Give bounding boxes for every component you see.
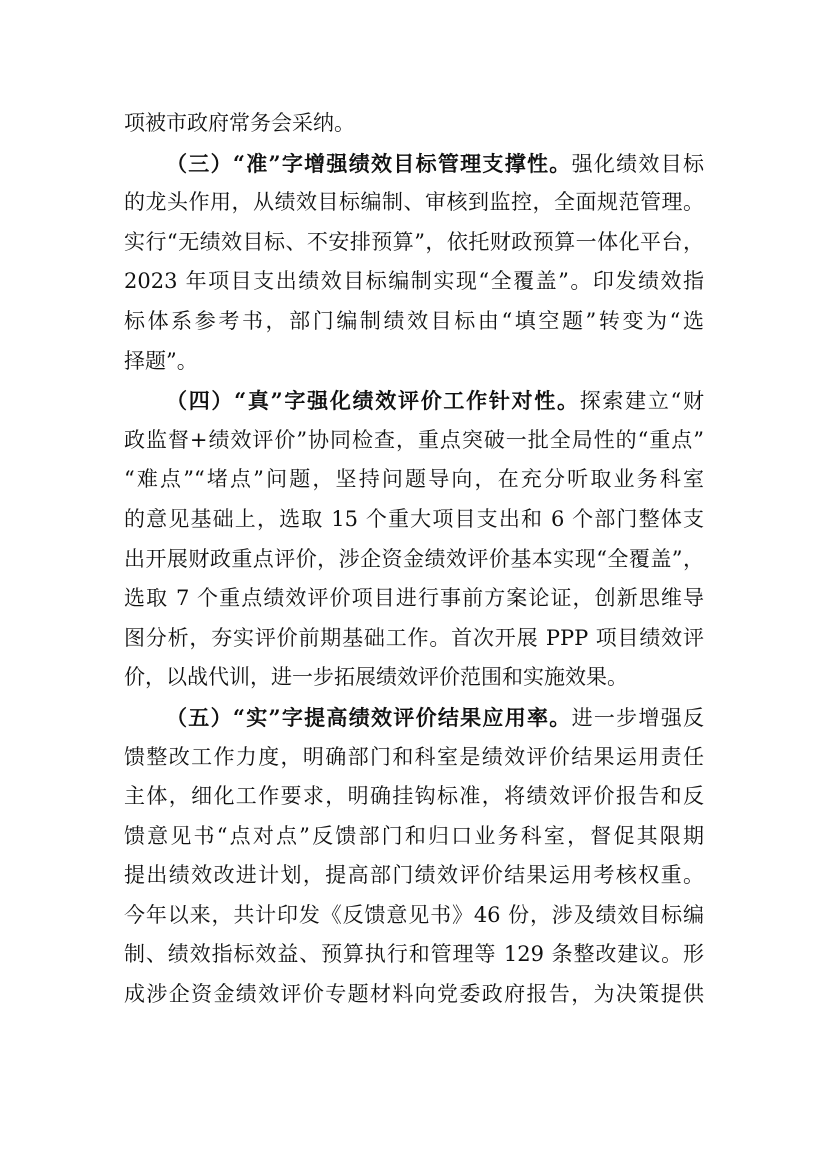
paragraph-line: 选取 7 个重点绩效评价项目进行事前方案论证，创新思维导 xyxy=(124,586,704,611)
paragraph-line: 馈意见书“点对点”反馈部门和归口业务科室，督促其限期 xyxy=(124,823,704,848)
paragraph-line: 出开展财政重点评价，涉企资金绩效评价基本实现“全覆盖”， xyxy=(124,546,704,571)
paragraph-line: 图分析，夯实评价前期基础工作。首次开展 PPP 项目绩效评 xyxy=(124,625,704,650)
paragraph-line: 标体系参考书，部门编制绩效目标由“填空题”转变为“选 xyxy=(124,308,704,333)
paragraph-line: 主体，细化工作要求，明确挂钩标准，将绩效评价报告和反 xyxy=(124,784,704,809)
paragraph-line: 价，以战代训，进一步拓展绩效评价范围和实施效果。 xyxy=(124,665,628,690)
document-page xyxy=(124,104,704,1015)
paragraph-text: 进一步增强反 xyxy=(571,705,704,730)
section-heading-line xyxy=(124,381,704,421)
paragraph-line: 项被市政府常务会采纳。 xyxy=(124,111,355,135)
paragraph-text: 探索建立“财 xyxy=(579,389,704,414)
section-heading: （四）“真”字强化绩效评价工作针对性。 xyxy=(166,388,580,414)
paragraph-line: 今年以来，共计印发《反馈意见书》46 份，涉及绩效目标编 xyxy=(124,902,704,927)
paragraph-line: 的龙头作用，从绩效目标编制、审核到监控，全面规范管理。 xyxy=(124,190,704,215)
section-heading-line xyxy=(124,144,704,184)
paragraph-line: 的意见基础上，选取 15 个重大项目支出和 6 个部门整体支 xyxy=(124,506,704,531)
section-heading-line xyxy=(124,698,704,738)
paragraph-line: 2023 年项目支出绩效目标编制实现“全覆盖”。印发绩效指 xyxy=(124,269,704,294)
paragraph-line: 提出绩效改进计划，提高部门绩效评价结果运用考核权重。 xyxy=(124,863,704,888)
paragraph-text: 强化绩效目标 xyxy=(571,151,704,176)
section-heading: （五）“实”字提高绩效评价结果应用率。 xyxy=(166,704,572,730)
paragraph-line: 成涉企资金绩效评价专题材料向党委政府报告，为决策提供 xyxy=(124,982,704,1007)
section-heading: （三）“准”字增强绩效目标管理支撑性。 xyxy=(166,150,572,176)
paragraph-line: 政监督+绩效评价”协同检查，重点突破一批全局性的“重点” xyxy=(124,427,704,452)
paragraph-line: 实行“无绩效目标、不安排预算”，依托财政预算一体化平台， xyxy=(124,229,704,254)
paragraph-line: 择题”。 xyxy=(124,348,198,373)
paragraph-line: 制、绩效指标效益、预算执行和管理等 129 条整改建议。形 xyxy=(124,942,704,967)
paragraph-line: 馈整改工作力度，明确部门和科室是绩效评价结果运用责任 xyxy=(124,744,704,769)
paragraph-line: “难点”“堵点”问题，坚持问题导向，在充分听取业务科室 xyxy=(124,467,704,492)
